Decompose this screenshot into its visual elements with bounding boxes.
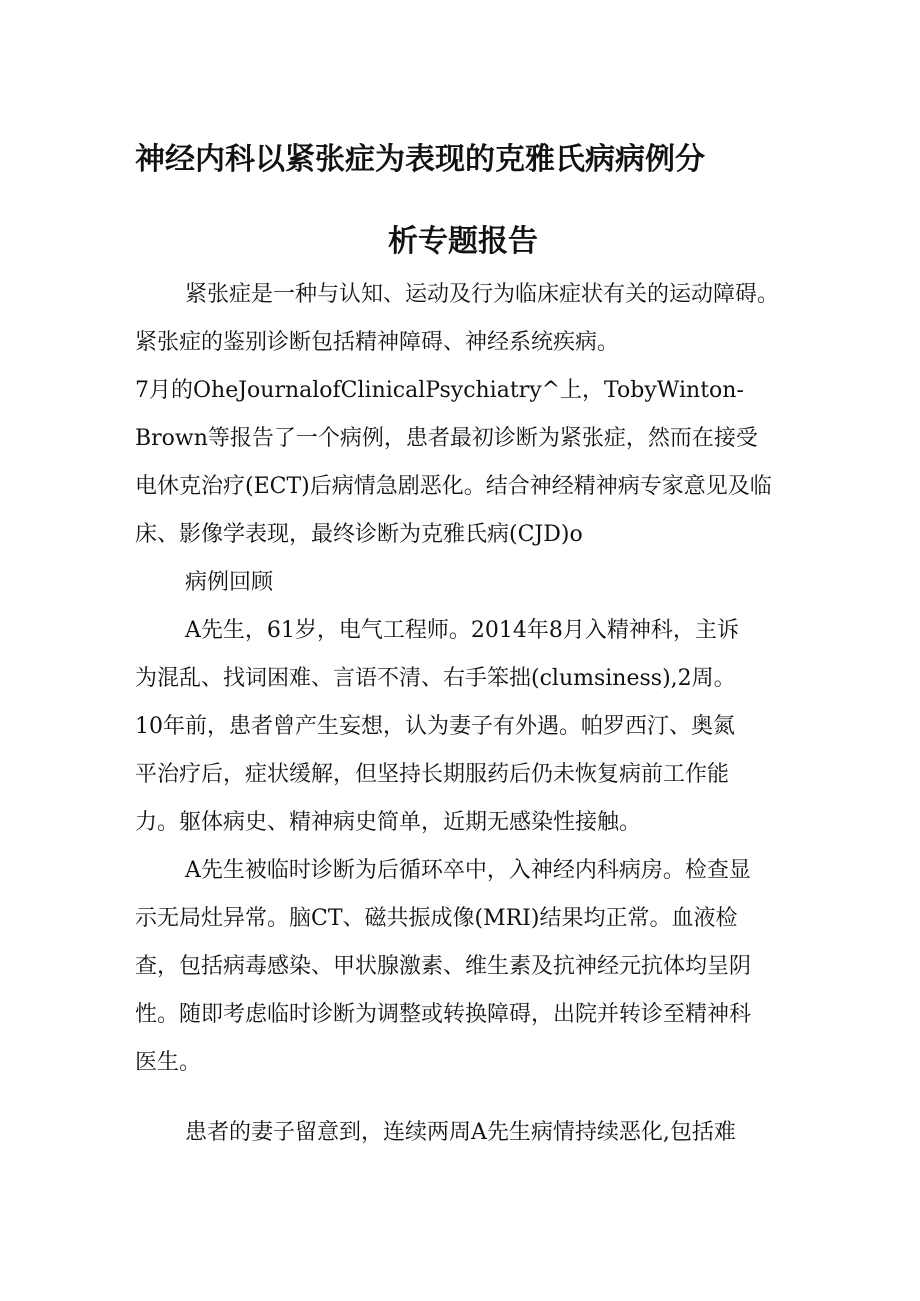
paragraph-1-line-1: 紧张症是一种与认知、运动及行为临床症状有关的运动障碍。 — [185, 282, 780, 307]
paragraph-1-line-4: Brown等报告了一个病例，患者最初诊断为紧张症，然而在接受 — [135, 426, 758, 451]
paragraph-3-line-1: A先生被临时诊断为后循环卒中，入神经内科病房。检查显 — [185, 858, 751, 883]
paragraph-2-line-2: 为混乱、找词困难、言语不清、右手笨拙(clumsiness),2周。 — [135, 666, 736, 691]
paragraph-2-line-4: 平治疗后，症状缓解，但坚持长期服药后仍未恢复病前工作能 — [135, 762, 730, 787]
section-heading-case-review: 病例回顾 — [185, 570, 274, 595]
paragraph-3-line-5: 医生。 — [135, 1050, 202, 1075]
paragraph-2-line-5: 力。躯体病史、精神病史简单，近期无感染性接触。 — [135, 810, 642, 835]
paragraph-3-line-4: 性。随即考虑临时诊断为调整或转换障碍，出院并转诊至精神科 — [135, 1002, 752, 1027]
paragraph-1-line-5: 电休克治疗(ECT)后病情急剧恶化。结合神经精神病专家意见及临 — [135, 474, 772, 499]
paragraph-4-line-1: 患者的妻子留意到，连续两周A先生病情持续恶化,包括难 — [185, 1120, 736, 1145]
document-title-line-1: 神经内科以紧张症为表现的克雅氏病病例分 — [135, 142, 705, 177]
paragraph-2-line-3: 10年前，患者曾产生妄想，认为妻子有外遇。帕罗西汀、奥氮 — [135, 714, 735, 739]
paragraph-1-line-3: 7月的OheJournalofClinicalPsychiatry^上，TobyWinton- — [135, 378, 744, 403]
paragraph-2-line-1: A先生，61岁，电气工程师。2014年8月入精神科，主诉 — [185, 618, 739, 643]
paragraph-1-line-6: 床、影像学表现，最终诊断为克雅氏病(CJD)o — [135, 522, 583, 547]
paragraph-3-line-2: 示无局灶异常。脑CT、磁共振成像(MRI)结果均正常。血液检 — [135, 906, 738, 931]
paragraph-3-line-3: 查，包括病毒感染、甲状腺激素、维生素及抗神经元抗体均呈阴 — [135, 954, 752, 979]
paragraph-1-line-2: 紧张症的鉴别诊断包括精神障碍、神经系统疾病。 — [135, 330, 620, 355]
document-title-line-2: 析专题报告 — [388, 224, 538, 259]
